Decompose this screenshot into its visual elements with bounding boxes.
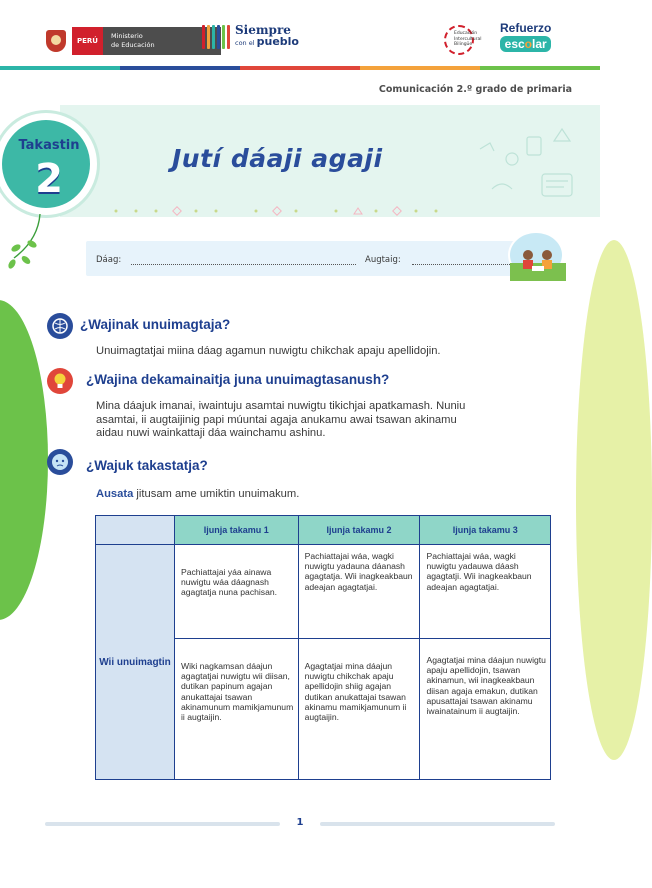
- column-header: Ijunja takamu 1: [175, 516, 299, 545]
- column-header: Ijunja takamu 3: [420, 516, 551, 545]
- lesson-badge: [0, 110, 108, 218]
- refuerzo-escolar-logo: [500, 22, 551, 52]
- ministry-logo: [46, 27, 221, 55]
- strip-segment: [240, 66, 360, 70]
- table-header-row: [96, 516, 551, 545]
- table-cell: Agagtatjai mina dáajun nuwigtu apaju apellidojin, tsawan akinamun, wii inagkeakbaun diisan agaja emakun, dutikan apusattajai tsawan akinamu iwainatainum ii augtaijin.: [420, 639, 551, 780]
- side-language-label: Awajun: [7, 818, 23, 888]
- page-number: 1: [296, 817, 304, 828]
- ministry-label: Ministerio de Educación: [103, 27, 221, 55]
- strip-segment: [360, 66, 480, 70]
- column-header: Ijunja takamu 2: [298, 516, 420, 545]
- kids-reading-icon: [510, 233, 566, 281]
- siempre-bars-icon: [202, 25, 230, 49]
- refuerzo-bottom: [500, 36, 551, 52]
- section-body: Unuimagtatjai miina dáag agamun nuwigtu chikchak apaju apellidojin.: [96, 345, 441, 357]
- table-cell: Wiki nagkamsan dáajun agagtatjai nuwigtu wii diisan, dutikan papinum agajan anukattajai tsawan akinamunum mamikjamunum ii augtaijin.: [175, 639, 299, 780]
- table-cell: Agagtatjai mina dáajun nuwigtu chikchak apaju apellidojin shiig agajan dutikan anukattajai tsawan akinamu mamikjamunum ii augtaijin.: [298, 639, 420, 780]
- section-heading: ¿Wajuk takastatja?: [86, 458, 208, 473]
- badge-number: 2: [35, 156, 63, 202]
- lightbulb-icon: [47, 368, 73, 394]
- table-row: [96, 545, 551, 639]
- left-side-band: [0, 300, 48, 620]
- table-cell: Pachiattajai wáa, wagki nuwigtu yadauna dáanash agagtatja. Wii inagkeakbaun adeajan agagtatjai.: [298, 545, 420, 639]
- siempre-logo: [202, 24, 299, 49]
- siempre-word: pueblo: [256, 35, 299, 48]
- eib-text: Educación Intercultural Bilingüe: [454, 31, 482, 47]
- refuerzo-bottom-b: o: [524, 37, 533, 51]
- body-line: aidau nuwi wainkattaji dáa wainchamu ashinu.: [96, 427, 326, 439]
- body-line: asamtai, ii augtaijinig papi múuntai agaja anukamu awai tsawan akinamu: [96, 413, 457, 426]
- section-body: [96, 488, 299, 502]
- siempre-sub: con el: [235, 39, 255, 47]
- name-field[interactable]: [131, 264, 356, 265]
- refuerzo-bottom-c: lar: [532, 37, 547, 51]
- section-heading: ¿Wajinak unuimagtaja?: [80, 317, 231, 332]
- date-field[interactable]: [412, 264, 514, 265]
- brain-icon: [47, 313, 73, 339]
- body-line: Mina dáajuk imanai, iwaintuju asamtai nuwigtu tikichjai apatkamash. Nuniu: [96, 400, 466, 412]
- name-date-row: [86, 241, 551, 276]
- vine-icon: [2, 214, 44, 274]
- row-header: Wii unuimagtin: [96, 545, 175, 780]
- section-heading: ¿Wajina dekamainaitja juna unuimagtasanush?: [86, 372, 390, 387]
- siempre-title: Siempre: [235, 23, 291, 37]
- children-illustration: [508, 231, 564, 279]
- coat-of-arms-icon: [46, 30, 66, 52]
- strip-segment: [0, 66, 120, 70]
- school-supplies-icon: [472, 119, 582, 209]
- strip-segment: [480, 66, 600, 70]
- table-cell: Pachiattajai wáa, wagki nuwigtu yadauwa dáash agagtatji. Wii inagkeakbaun adeajan agagtatjai.: [420, 545, 551, 639]
- body-bold: Ausata: [96, 488, 134, 500]
- rubric-table: [95, 515, 551, 780]
- date-label: Augtaig:: [365, 255, 401, 265]
- body-rest: jitusam ame umiktin unuimakum.: [133, 488, 300, 500]
- page-title: Jutí dáaji agaji: [172, 144, 383, 173]
- peru-label: PERÚ: [72, 27, 103, 55]
- section-body: [96, 400, 536, 441]
- badge-label: Takastin: [18, 138, 80, 153]
- color-strip: [0, 66, 600, 70]
- table-corner-cell: [96, 516, 175, 545]
- eib-logo: [444, 25, 482, 55]
- strip-segment: [120, 66, 240, 70]
- page-header: [0, 0, 600, 68]
- right-side-band: [576, 240, 652, 760]
- subject-line: Comunicación 2.º grado de primaria: [378, 84, 572, 95]
- badge-circle: [2, 120, 90, 208]
- refuerzo-top: Refuerzo: [500, 21, 552, 35]
- dotted-divider: [110, 207, 450, 215]
- name-label: Dáag:: [96, 255, 122, 265]
- thinking-icon: [47, 449, 73, 475]
- table-cell: Pachiattajai yáa ainawa nuwigtu wáa dáagnash agagtatja nuna pachisan.: [175, 545, 299, 639]
- refuerzo-bottom-a: esc: [504, 37, 525, 51]
